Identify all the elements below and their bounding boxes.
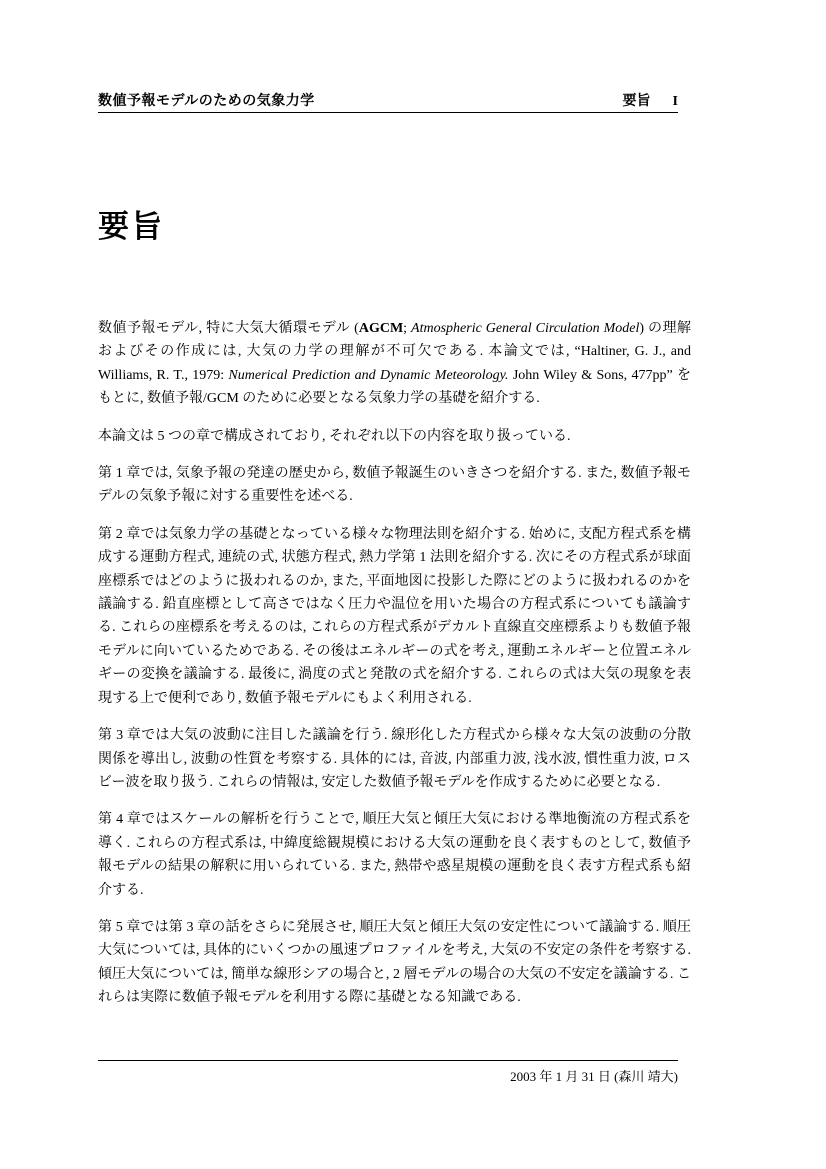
text-segment: Numerical Prediction and Dynamic Meteorology. bbox=[228, 367, 509, 383]
footer-date-credit: 2003 年 1 月 31 日 (森川 靖大) bbox=[510, 1069, 678, 1084]
paragraph-6 bbox=[98, 808, 691, 902]
text-segment: 第 2 章では気象力学の基礎となっている様々な物理法則を紹介する. 始めに, 支配方程式系を構成する運動方程式, 連続の式, 状態方程式, 熱力学第 1 法則を紹介する. 次にその方程式系が球面座標系ではどのように扱われるのか, また, 平面地図に投影した際にどのように扱われるのかを議論する. 鉛直座標として高さではなく圧力や温位を用いた場合の方程式系についても議論する. これらの座標系を考えるのは, これらの方程式系がデカルト直線直交座標系よりも数値予報モデルに向いているためである. その後はエネルギーの式を考え, 運動エネルギーと位置エネルギーの変換を議論する. 最後に, 渦度の式と発散の式を紹介する. これらの式は大気の現象を表現する上で便利であり, 数値予報モデルにもよく利用される. bbox=[98, 526, 691, 706]
paragraph-2 bbox=[98, 425, 691, 448]
paragraph-4 bbox=[98, 523, 691, 710]
running-header bbox=[98, 90, 678, 110]
header-section-label: 要旨 bbox=[622, 92, 651, 108]
paragraph-7 bbox=[98, 916, 691, 1010]
text-segment: 第 4 章ではスケールの解析を行うことで, 順圧大気と傾圧大気における準地衡流の方程式系を導く. これらの方程式系は, 中緯度総観規模における大気の運動を良く表すものとして, 数値予報モデルの結果の解釈に用いられている. また, 熱帯や惑星規模の運動を良く表す方程式系も紹介する. bbox=[98, 812, 691, 898]
abstract-body bbox=[98, 317, 691, 1010]
text-segment: 第 3 章では大気の波動に注目した議論を行う. 線形化した方程式から様々な大気の波動の分散関係を導出し, 波動の性質を考察する. 具体的には, 音波, 内部重力波, 浅水波, 慣性重力波, ロスビー波を取り扱う. これらの情報は, 安定した数値予報モデルを作成するために必要となる. bbox=[98, 728, 691, 790]
text-segment: AGCM bbox=[358, 321, 404, 336]
header-page-number: I bbox=[672, 94, 678, 109]
text-segment: 数値予報モデル, 特に大気大循環モデル ( bbox=[98, 321, 359, 336]
text-segment: Atmospheric General Circulation Model bbox=[411, 321, 640, 336]
text-segment: 第 1 章では, 気象予報の発達の歴史から, 数値予報誕生のいきさつを紹介する. また, 数値予報モデルの気象予報に対する重要性を述べる. bbox=[98, 466, 691, 505]
footer-rule bbox=[98, 1060, 678, 1061]
page-footer bbox=[98, 1066, 678, 1085]
text-segment: ) の理解およびその作成には, 大気の力学の理解が不可欠である. 本論文では, “Haltiner, G. J., and Williams, R. T., 1979: bbox=[98, 321, 692, 383]
text-segment: John Wiley & Sons, 477pp” をもとに, 数値予報/GCM のために必要となる気象力学の基礎を紹介する. bbox=[98, 367, 691, 407]
abstract-title: 要旨 bbox=[98, 209, 164, 244]
text-segment: ; bbox=[403, 321, 412, 336]
paragraph-1 bbox=[98, 317, 691, 411]
text-segment: 第 5 章では第 3 章の話をさらに発展させ, 順圧大気と傾圧大気の安定性について議論する. 順圧大気については, 具体的にいくつかの風速プロファイルを考え, 大気の不安定の条件を考察する. 傾圧大気については, 簡単な線形シアの場合と, 2 層モデルの場合の大気の不安定を議論する. これらは実際に数値予報モデルを利用する際に基礎となる知識である. bbox=[98, 919, 691, 1006]
header-right-group bbox=[623, 90, 678, 110]
paragraph-5 bbox=[98, 724, 691, 794]
header-rule bbox=[98, 112, 678, 113]
text-segment: 本論文は 5 つの章で構成されており, それぞれ以下の内容を取り扱っている. bbox=[98, 428, 571, 444]
paragraph-3 bbox=[98, 462, 691, 509]
header-document-title: 数値予報モデルのための気象力学 bbox=[98, 92, 315, 108]
